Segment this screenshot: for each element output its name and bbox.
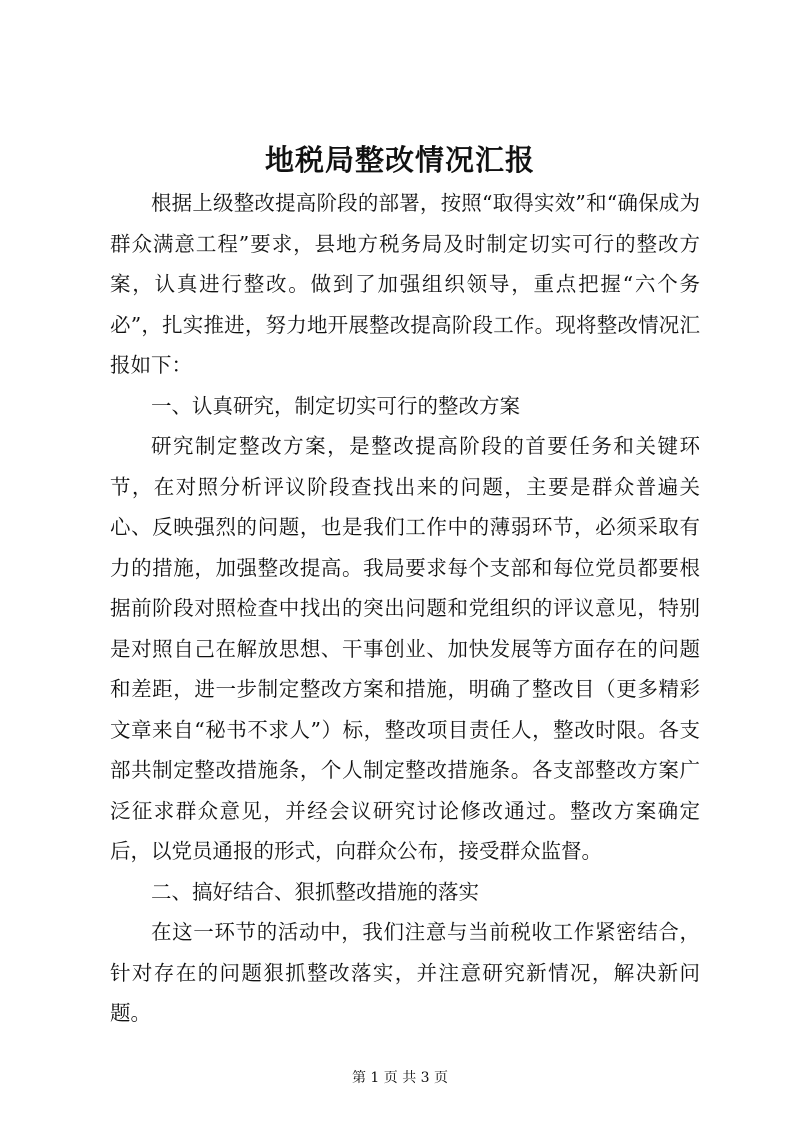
section-heading-2: 二、搞好结合、狠抓整改措施的落实 — [151, 879, 479, 904]
section-heading-1: 一、认真研究，制定切实可行的整改方案 — [151, 393, 520, 418]
page-footer: 第 1 页 共 3 页 — [351, 1070, 449, 1086]
paragraph-section-2: 在这一环节的活动中，我们注意与当前税收工作紧密结合，针对存在的问题狠抓整改落实，并注意研究新情况，解决新问题。 — [110, 920, 700, 1025]
document-body — [110, 183, 700, 1034]
paragraph-section-1: 研究制定整改方案，是整改提高阶段的首要任务和关键环节，在对照分析评议阶段查找出来的问题，主要是群众普遍关心、反映强烈的问题，也是我们工作中的薄弱环节，必须采取有力的措施，加强整改提高。我局要求每个支部和每位党员都要根据前阶段对照检查中找出的突出问题和党组织的评议意见，特别是对照自己在解放思想、干事创业、加快发展等方面存在的问题和差距，进一步制定整改方案和措施，明确了整改目（更多精彩文章来自“秘书不求人”）标，整改项目责任人，整改时限。各支部共制定整改措施条，个人制定整改措施条。各支部整改方案广泛征求群众意见，并经会议研究讨论修改通过。整改方案确定后，以党员通报的形式，向群众公布，接受群众监督。 — [110, 434, 700, 863]
page-title: 地税局整改情况汇报 — [264, 143, 535, 177]
paragraph-intro: 根据上级整改提高阶段的部署，按照“取得实效”和“确保成为群众满意工程”要求，县地方税务局及时制定切实可行的整改方案，认真进行整改。做到了加强组织领导，重点把握“六个务必”，扎实推进，努力地开展整改提高阶段工作。现将整改情况汇报如下： — [110, 191, 700, 377]
